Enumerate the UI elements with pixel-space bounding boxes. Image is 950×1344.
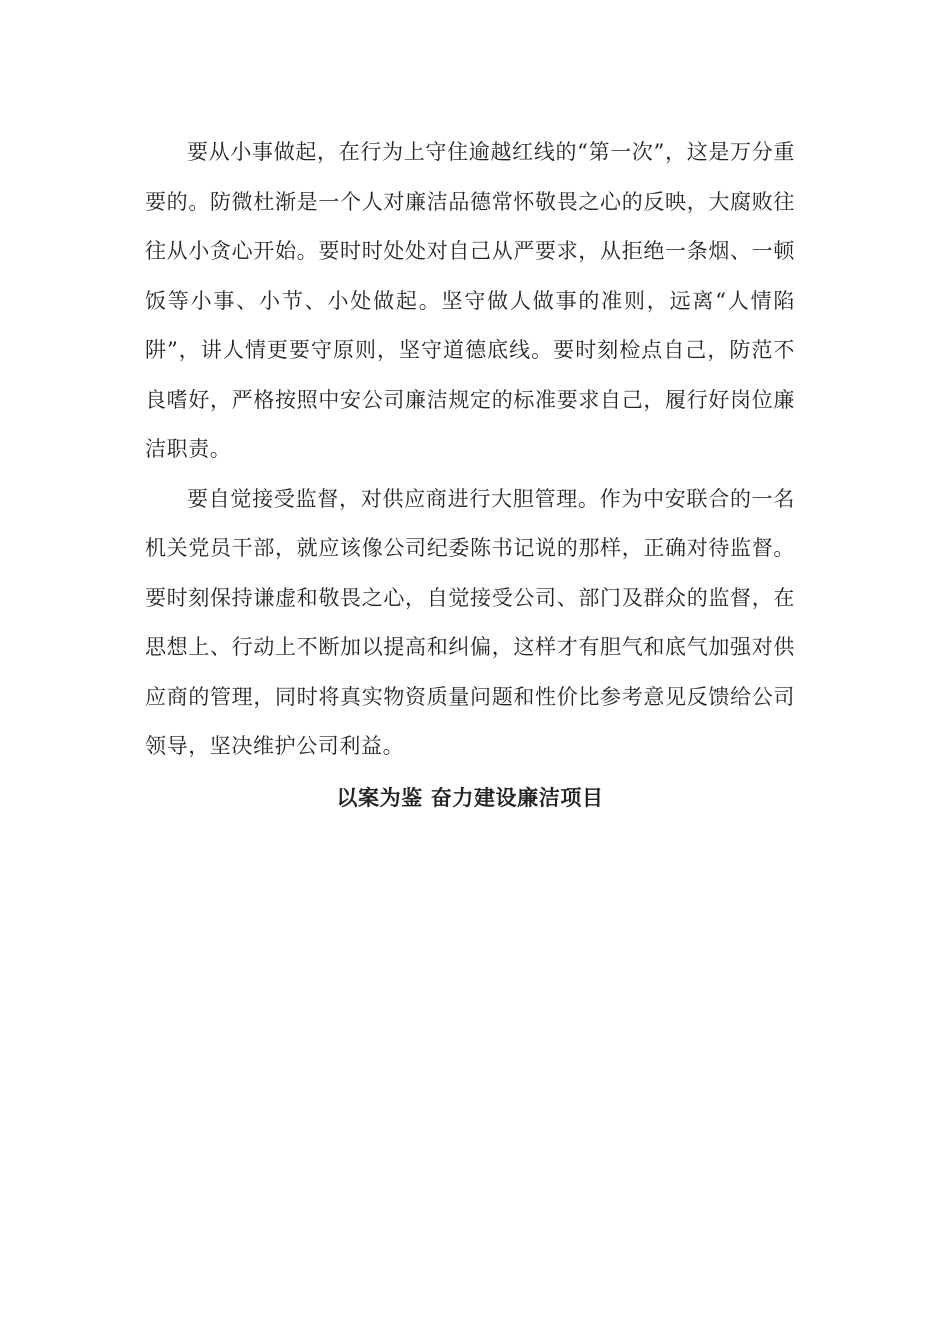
body-paragraph-2: 要自觉接受监督，对供应商进行大胆管理。作为中安联合的一名机关党员干部，就应该像公司纪委陈书记说的那样，正确对待监督。要时刻保持谦虚和敬畏之心，自觉接受公司、部门及群众的监督，在思想上、行动上不断加以提高和纠偏，这样才有胆气和底气加强对供应商的管理，同时将真实物资质量问题和性价比参考意见反馈给公司领导，坚决维护公司利益。 xyxy=(145,486,795,758)
document-body xyxy=(145,128,795,820)
section-heading: 以案为鉴 奋力建设廉洁项目 xyxy=(336,785,604,810)
body-paragraph-1: 要从小事做起，在行为上守住逾越红线的“第一次”，这是万分重要的。防微杜渐是一个人对廉洁品德常怀敬畏之心的反映，大腐败往往从小贪心开始。要时时处处对自己从严要求，从拒绝一条烟、一顿饭等小事、小节、小处做起。坚守做人做事的准则，远离“人情陷阱”，讲人情更要守原则，坚守道德底线。要时刻检点自己，防范不良嗜好，严格按照中安公司廉洁规定的标准要求自己，履行好岗位廉洁职责。 xyxy=(145,140,795,461)
